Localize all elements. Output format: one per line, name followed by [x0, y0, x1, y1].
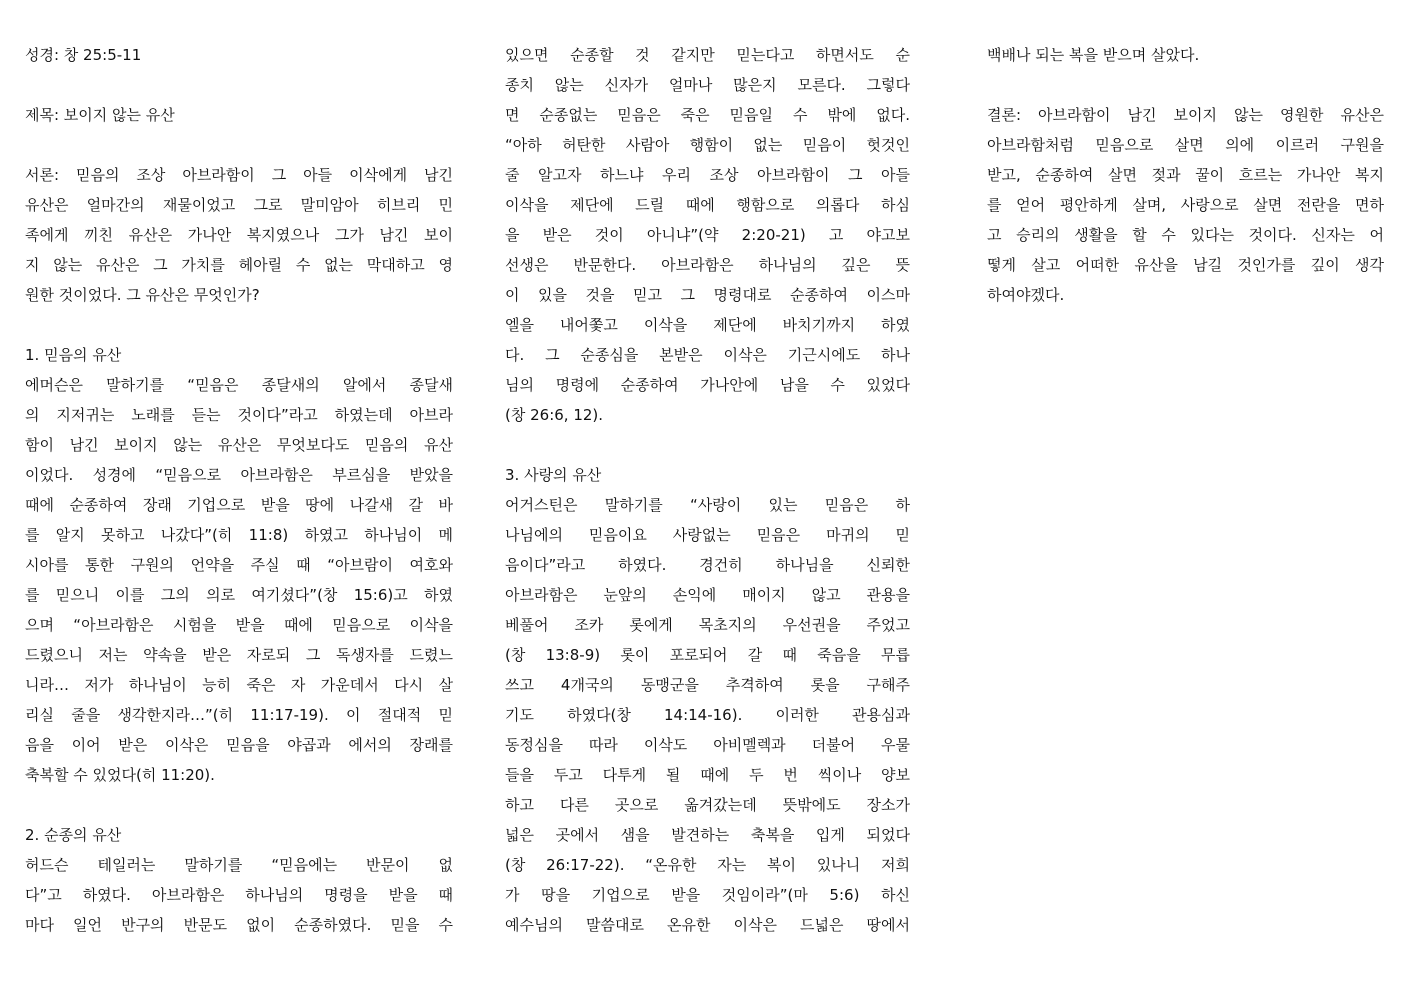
text-line: 엘을 내어쫓고 이삭을 제단에 바치기까지 하였	[505, 316, 910, 334]
text-line: 에머슨은 말하기를 “믿음은 종달새의 알에서 종달새	[25, 376, 453, 394]
text-line: 베풀어 조카 롯에게 목초지의 우선권을 주었고	[505, 616, 910, 634]
text-line: 서론: 믿음의 조상 아브라함이 그 아들 이삭에게 남긴	[25, 166, 453, 184]
text-line: 원한 것이었다. 그 유산은 무엇인가?	[25, 286, 260, 304]
text-line: 이삭을 제단에 드릴 때에 행함으로 의롭다 하심	[505, 196, 910, 214]
text-line: 있으면 순종할 것 같지만 믿는다고 하면서도 순	[505, 46, 910, 64]
text-column-3	[987, 40, 1384, 310]
text-line: 면 순종없는 믿음은 죽은 믿음일 수 밖에 없다.	[505, 106, 910, 124]
text-line: 음이다”라고 하였다. 경건히 하나님을 신뢰한	[505, 556, 910, 574]
text-line: 님의 명령에 순종하여 가나안에 남을 수 있었다	[505, 376, 910, 394]
text-line: 를 믿으니 이를 그의 의로 여기셨다”(창 15:6)고 하였	[25, 586, 453, 604]
text-line: 을 받은 것이 아니냐”(약 2:20-21) 고 야고보	[505, 226, 910, 244]
text-line: 이 있을 것을 믿고 그 명령대로 순종하여 이스마	[505, 286, 910, 304]
text-line: 들을 두고 다투게 될 때에 두 번 씩이나 양보	[505, 766, 910, 784]
text-line: (창 13:8-9) 롯이 포로되어 갈 때 죽음을 무릅	[505, 646, 910, 664]
text-line: 하여야겠다.	[987, 286, 1065, 304]
text-line: 줄 알고자 하느냐 우리 조상 아브라함이 그 아들	[505, 166, 910, 184]
text-line: (창 26:6, 12).	[505, 406, 604, 424]
text-line: 성경: 창 25:5-11	[25, 46, 142, 64]
text-column-2	[505, 40, 910, 940]
text-line: 받고, 순종하여 살면 젖과 꿀이 흐르는 가나안 복지	[987, 166, 1384, 184]
text-line: 가 땅을 기업으로 받을 것임이라”(마 5:6) 하신	[505, 886, 910, 904]
text-line: 쓰고 4개국의 동맹군을 추격하여 롯을 구해주	[505, 676, 910, 694]
text-line: 종치 않는 신자가 얼마나 많은지 모른다. 그렇다	[505, 76, 910, 94]
blank-line	[987, 70, 1384, 100]
text-line: 의 지저귀는 노래를 듣는 것이다”라고 하였는데 아브라	[25, 406, 453, 424]
blank-line	[25, 70, 453, 100]
text-line: 음을 이어 받은 이삭은 믿음을 야곱과 에서의 장래를	[25, 736, 453, 754]
text-line: 를 얻어 평안하게 살며, 사랑으로 살면 전란을 면하	[987, 196, 1384, 214]
text-line: 2. 순종의 유산	[25, 826, 122, 844]
text-line: 어거스틴은 말하기를 “사랑이 있는 믿음은 하	[505, 496, 910, 514]
text-line: 이었다. 성경에 “믿음으로 아브라함은 부르심을 받았을	[25, 466, 453, 484]
text-line: 시아를 통한 구원의 언약을 주실 때 “아브람이 여호와	[25, 556, 453, 574]
text-line: 드렸으니 저는 약속을 받은 자로되 그 독생자를 드렸느	[25, 646, 453, 664]
text-column-1	[25, 40, 453, 940]
text-line: 유산은 얼마간의 재물이었고 그로 말미암아 히브리 민	[25, 196, 453, 214]
blank-line	[505, 430, 910, 460]
text-line: 때에 순종하여 장래 기업으로 받을 땅에 나갈새 갈 바	[25, 496, 453, 514]
text-line: 아브라함처럼 믿음으로 살면 의에 이르러 구원을	[987, 136, 1384, 154]
text-line: 축복할 수 있었다(히 11:20).	[25, 766, 215, 784]
text-line: 함이 남긴 보이지 않는 유산은 무엇보다도 믿음의 유산	[25, 436, 453, 454]
text-line: 리실 줄을 생각한지라…”(히 11:17-19). 이 절대적 믿	[25, 706, 453, 724]
text-line: 마다 일언 반구의 반문도 없이 순종하였다. 믿을 수	[25, 916, 453, 934]
text-line: 를 알지 못하고 나갔다”(히 11:8) 하였고 하나님이 메	[25, 526, 453, 544]
blank-line	[25, 310, 453, 340]
text-line: 아브라함은 눈앞의 손익에 매이지 않고 관용을	[505, 586, 910, 604]
text-line: 1. 믿음의 유산	[25, 346, 122, 364]
text-line: 백배나 되는 복을 받으며 살았다.	[987, 46, 1200, 64]
text-line: 동정심을 따라 이삭도 아비멜렉과 더불어 우물	[505, 736, 910, 754]
text-line: 선생은 반문한다. 아브라함은 하나님의 깊은 뜻	[505, 256, 910, 274]
text-line: 제목: 보이지 않는 유산	[25, 106, 175, 124]
text-line: 지 않는 유산은 그 가치를 헤아릴 수 없는 막대하고 영	[25, 256, 453, 274]
text-line: 나님에의 믿음이요 사랑없는 믿음은 마귀의 믿	[505, 526, 910, 544]
text-line: 떻게 살고 어떠한 유산을 남길 것인가를 깊이 생각	[987, 256, 1384, 274]
text-line: 넓은 곳에서 샘을 발견하는 축복을 입게 되었다	[505, 826, 910, 844]
text-line: 허드슨 테일러는 말하기를 “믿음에는 반문이 없	[25, 856, 453, 874]
blank-line	[25, 790, 453, 820]
text-line: 기도 하였다(창 14:14-16). 이러한 관용심과	[505, 706, 910, 724]
text-line: 니라… 저가 하나님이 능히 죽은 자 가운데서 다시 살	[25, 676, 453, 694]
text-line: “아하 허탄한 사람아 행함이 없는 믿음이 헛것인	[505, 136, 910, 154]
text-line: 예수님의 말씀대로 온유한 이삭은 드넓은 땅에서	[505, 916, 910, 934]
text-line: 다”고 하였다. 아브라함은 하나님의 명령을 받을 때	[25, 886, 453, 904]
text-line: 으며 “아브라함은 시험을 받을 때에 믿음으로 이삭을	[25, 616, 453, 634]
text-line: 고 승리의 생활을 할 수 있다는 것이다. 신자는 어	[987, 226, 1384, 244]
text-line: 하고 다른 곳으로 옮겨갔는데 뜻밖에도 장소가	[505, 796, 910, 814]
text-line: (창 26:17-22). “온유한 자는 복이 있나니 저희	[505, 856, 910, 874]
text-line: 다. 그 순종심을 본받은 이삭은 기근시에도 하나	[505, 346, 910, 364]
text-line: 결론: 아브라함이 남긴 보이지 않는 영원한 유산은	[987, 106, 1384, 124]
text-line: 족에게 끼친 유산은 가나안 복지였으나 그가 남긴 보이	[25, 226, 453, 244]
blank-line	[25, 130, 453, 160]
text-line: 3. 사랑의 유산	[505, 466, 602, 484]
